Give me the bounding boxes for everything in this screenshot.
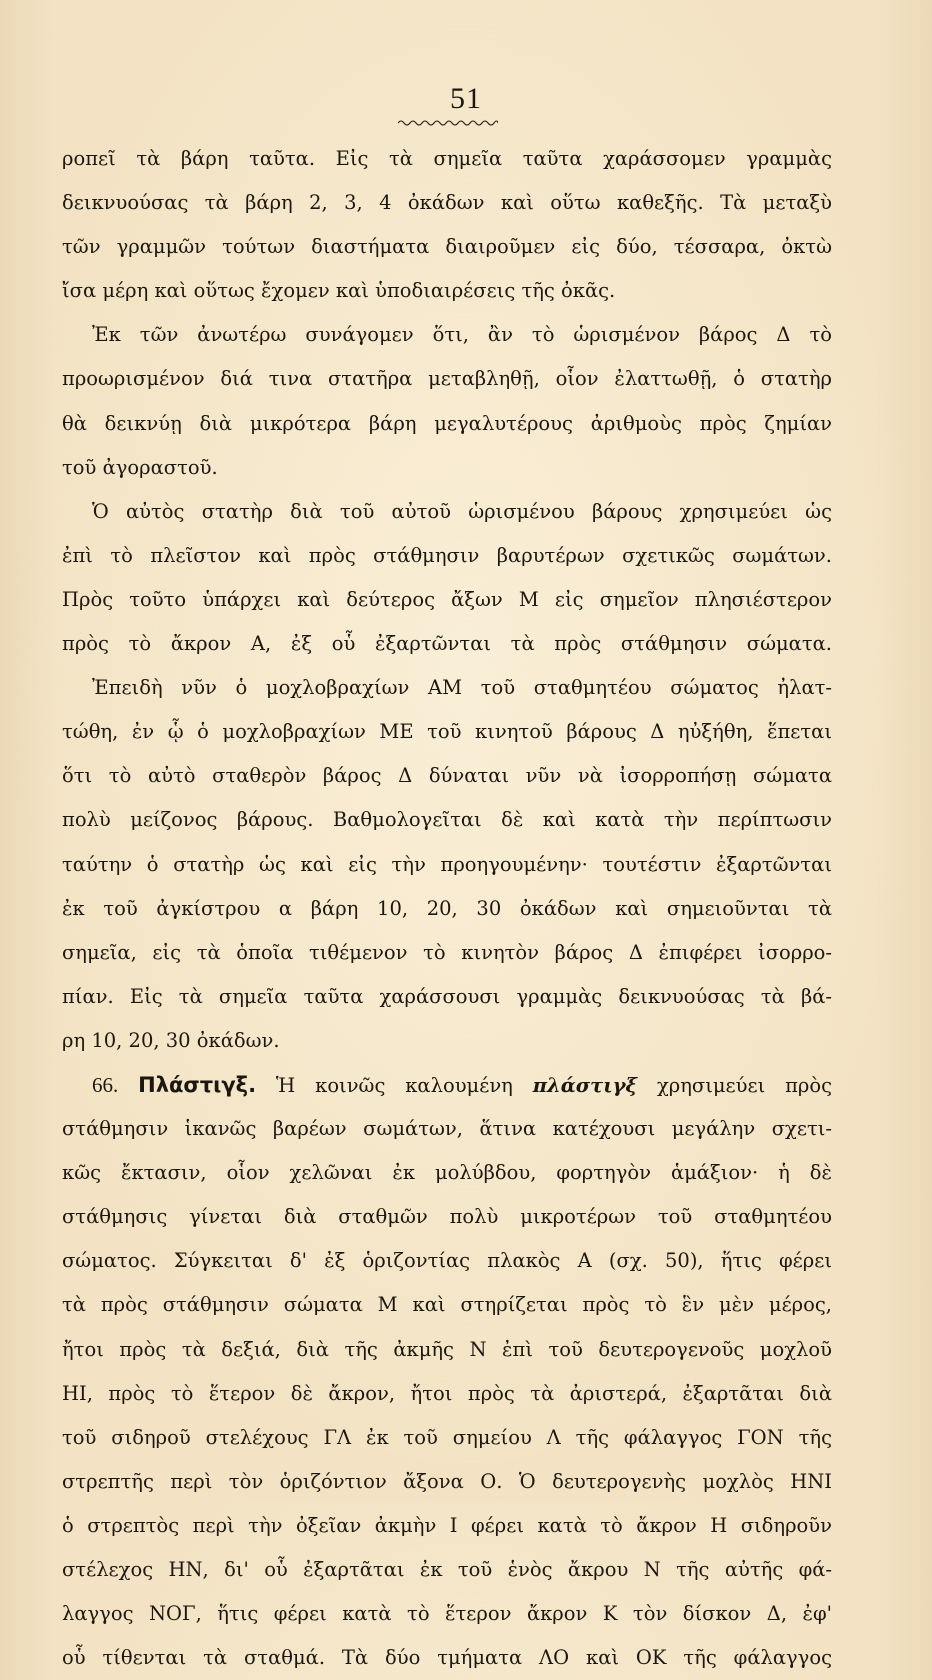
page-number: 51	[450, 82, 482, 115]
text-line: πρὸς τὸ ἄκρον Α, ἐξ οὗ ἐξαρτῶνται τὰ πρὸς στάθμησιν σώματα.	[62, 632, 832, 656]
text-line: ΗΙ, πρὸς τὸ ἕτερον δὲ ἄκρον, ἤτοι πρὸς τὰ ἀριστερά, ἐξαρτᾶται διὰ	[62, 1381, 832, 1405]
text-line: ἐκ τοῦ ἀγκίστρου α βάρη 10, 20, 30 ὀκάδων καὶ σημειοῦνται τὰ	[62, 896, 832, 920]
page-text	[62, 137, 832, 1680]
text-line: λαγγος ΝΟΓ, ἥτις φέρει κατὰ τὸ ἕτερον ἄκρον Κ τὸν δίσκον Δ, ἐφ'	[62, 1602, 832, 1626]
text-line: τώθη, ἐν ᾧ ὁ μοχλοβραχίων ΜΕ τοῦ κινητοῦ βάρους Δ ηὐξήθη, ἕπεται	[62, 720, 832, 744]
text-line: θὰ δεικνύῃ διὰ μικρότερα βάρη μεγαλυτέρους ἀριθμοὺς πρὸς ζημίαν	[62, 411, 832, 435]
text-line: ἤτοι πρὸς τὰ δεξιά, διὰ τῆς ἀκμῆς Ν ἐπὶ τοῦ δευτερογενοῦς μοχλοῦ	[62, 1337, 832, 1361]
defined-term: πλάστιγξ	[532, 1073, 638, 1097]
text-line: πίαν. Εἰς τὰ σημεῖα ταῦτα χαράσσουσι γραμμὰς δεικνυούσας τὰ βά-	[62, 984, 832, 1008]
text-line: τοῦ σιδηροῦ στελέχους ΓΛ ἐκ τοῦ σημείου Λ τῆς φάλαγγος ΓΟΝ τῆς	[62, 1425, 832, 1449]
text-line: ὅτι τὸ αὐτὸ σταθερὸν βάρος Δ δύναται νῦν νὰ ἰσορροπήσῃ σώματα	[62, 764, 832, 788]
text-line: προωρισμένον διά τινα στατῆρα μεταβληθῇ, οἷον ἐλαττωθῇ, ὁ στατὴρ	[62, 367, 832, 391]
decorative-wave-rule	[398, 118, 498, 128]
text-line: στάθμησιν ἱκανῶς βαρέων σωμάτων, ἅτινα κατέχουσι μεγάλην σχετι-	[62, 1117, 832, 1141]
section-intro-text: χρησιμεύει πρὸς	[656, 1073, 832, 1097]
text-line: πολὺ μείζονος βάρους. Βαθμολογεῖται δὲ καὶ κατὰ τὴν περίπτωσιν	[62, 808, 832, 832]
text-line: κῶς ἔκτασιν, οἷον χελῶναι ἐκ μολύβδου, φορτηγὸν ἁμάξιον· ἡ δὲ	[62, 1161, 832, 1185]
section-number: 66.	[92, 1072, 119, 1097]
text-line: ὁ στρεπτὸς περὶ τὴν ὀξεῖαν ἀκμὴν Ι φέρει κατὰ τὸ ἄκρον Η σιδηροῦν	[62, 1513, 832, 1537]
text-line: οὗ τίθενται τὰ σταθμά. Τὰ δύο τμήματα ΛΟ καὶ ΟΚ τῆς φάλαγγος	[62, 1646, 832, 1670]
text-line: Πρὸς τοῦτο ὑπάρχει καὶ δεύτερος ἄξων Μ εἰς σημεῖον πλησιέστερον	[62, 587, 832, 611]
text-line: σημεῖα, εἰς τὰ ὁποῖα τιθέμενον τὸ κινητὸν βάρος Δ ἐπιφέρει ἰσορρο-	[62, 940, 832, 964]
text-line: τὰ πρὸς στάθμησιν σώματα Μ καὶ στηρίζεται πρὸς τὸ ἓν μὲν μέρος,	[62, 1293, 832, 1317]
text-line: ἐπὶ τὸ πλεῖστον καὶ πρὸς στάθμησιν βαρυτέρων σχετικῶς σωμάτων.	[62, 543, 832, 567]
section-intro-text: Ἡ κοινῶς καλουμένη	[275, 1073, 513, 1097]
text-line: στέλεχος ΗΝ, δι' οὗ ἐξαρτᾶται ἐκ τοῦ ἑνὸς ἄκρου Ν τῆς αὐτῆς φά-	[62, 1558, 832, 1581]
section-title: Πλάστιγξ.	[138, 1072, 257, 1097]
text-line: στάθμησις γίνεται διὰ σταθμῶν πολὺ μικροτέρων τοῦ σταθμητέου	[62, 1205, 832, 1229]
text-line: τοῦ ἀγοραστοῦ.	[62, 455, 218, 479]
text-line: Ἐπειδὴ νῦν ὁ μοχλοβραχίων ΑΜ τοῦ σταθμητέου σώματος ἠλατ-	[92, 676, 832, 700]
text-line: ἴσα μέρη καὶ οὕτως ἔχομεν καὶ ὑποδιαιρέσεις τῆς ὀκᾶς.	[62, 279, 616, 303]
text-line: Ἐκ τῶν ἀνωτέρω συνάγομεν ὅτι, ἂν τὸ ὡρισμένον βάρος Δ τὸ	[92, 323, 832, 347]
section-heading-line	[62, 1063, 832, 1107]
text-line: τῶν γραμμῶν τούτων διαστήματα διαιροῦμεν εἰς δύο, τέσσαρα, ὀκτὼ	[62, 235, 832, 259]
text-line: Ὁ αὐτὸς στατὴρ διὰ τοῦ αὐτοῦ ὡρισμένου βάρους χρησιμεύει ὡς	[92, 499, 832, 523]
text-line: ταύτην ὁ στατὴρ ὡς καὶ εἰς τὴν προηγουμένην· τουτέστιν ἐξαρτῶνται	[62, 852, 832, 876]
text-line: δεικνυούσας τὰ βάρη 2, 3, 4 ὀκάδων καὶ οὕτω καθεξῆς. Τὰ μεταξὺ	[62, 191, 832, 215]
text-line: ρη 10, 20, 30 ὀκάδων.	[62, 1028, 280, 1052]
text-line: ροπεῖ τὰ βάρη ταῦτα. Εἰς τὰ σημεῖα ταῦτα χαράσσομεν γραμμὰς	[62, 147, 832, 170]
text-line: στρεπτῆς περὶ τὸν ὁριζόντιον ἄξονα Ο. Ὁ δευτερογενὴς μοχλὸς ΗΝΙ	[62, 1469, 832, 1493]
text-line: σώματος. Σύγκειται δ' ἐξ ὁριζοντίας πλακὸς Α (σχ. 50), ἥτις φέρει	[62, 1249, 832, 1273]
